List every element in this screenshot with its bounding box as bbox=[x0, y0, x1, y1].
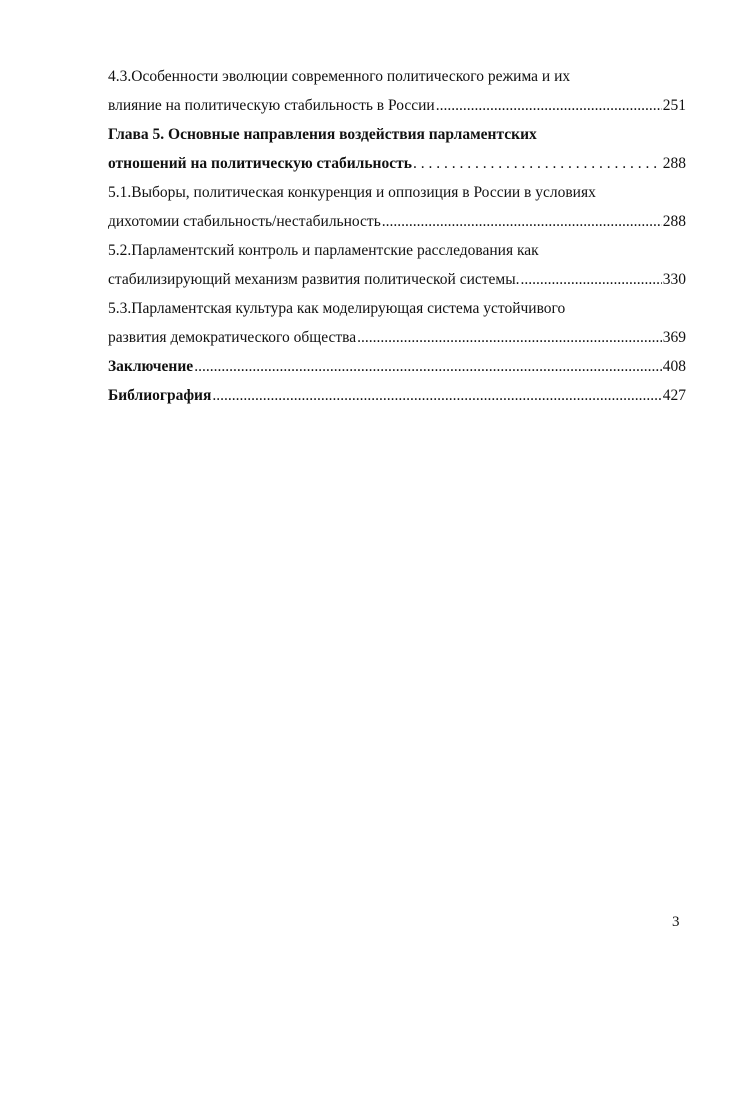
toc-entry-5-2-line2 bbox=[108, 265, 686, 294]
toc-entry-5-1-page: 288 bbox=[662, 213, 686, 230]
dot-leader bbox=[413, 149, 662, 178]
dot-leader bbox=[212, 381, 661, 410]
toc-chapter-5-line2 bbox=[108, 149, 686, 178]
toc-chapter-5-line1: Глава 5. Основные направления воздействия парламентских bbox=[108, 126, 537, 143]
dot-leader bbox=[436, 91, 662, 120]
table-of-contents bbox=[108, 62, 686, 410]
toc-entry-5-3-line2 bbox=[108, 323, 686, 352]
dot-leader bbox=[357, 323, 662, 352]
dot-leader bbox=[382, 207, 662, 236]
toc-entry-4-3-page: 251 bbox=[662, 97, 686, 114]
toc-entry-5-3-page: 369 bbox=[662, 329, 686, 346]
toc-bibliography-title: Библиография bbox=[108, 387, 212, 404]
toc-entry-4-3-line2 bbox=[108, 91, 686, 120]
toc-entry-5-3-line1: 5.3.Парламентская культура как моделирующая система устойчивого bbox=[108, 300, 566, 317]
toc-entry-5-1-title-end: дихотомии стабильность/нестабильность bbox=[108, 213, 381, 230]
dot-leader bbox=[194, 352, 662, 381]
page-number: 3 bbox=[672, 914, 680, 930]
toc-conclusion bbox=[108, 352, 686, 381]
toc-bibliography bbox=[108, 381, 686, 410]
toc-entry-4-3-title-end: влияние на политическую стабильность в России bbox=[108, 97, 435, 114]
toc-entry-5-2-page: 330 bbox=[662, 271, 686, 288]
toc-conclusion-page: 408 bbox=[662, 358, 686, 375]
toc-entry-4-3-line1: 4.3.Особенности эволюции современного политического режима и их bbox=[108, 68, 571, 85]
toc-entry-5-2-line1: 5.2.Парламентский контроль и парламентские расследования как bbox=[108, 242, 539, 259]
toc-bibliography-page: 427 bbox=[662, 387, 686, 404]
dot-leader bbox=[521, 265, 662, 294]
toc-entry-5-2-title-end: стабилизирующий механизм развития политической системы. bbox=[108, 271, 520, 288]
toc-entry-5-1-line2 bbox=[108, 207, 686, 236]
toc-conclusion-title: Заключение bbox=[108, 358, 194, 375]
toc-entry-5-3-title-end: развития демократического общества bbox=[108, 329, 357, 346]
toc-chapter-5-page: 288 bbox=[662, 155, 686, 172]
toc-chapter-5-title-end: отношений на политическую стабильность bbox=[108, 155, 412, 172]
toc-entry-5-1-line1: 5.1.Выборы, политическая конкуренция и оппозиция в России в условиях bbox=[108, 184, 596, 201]
